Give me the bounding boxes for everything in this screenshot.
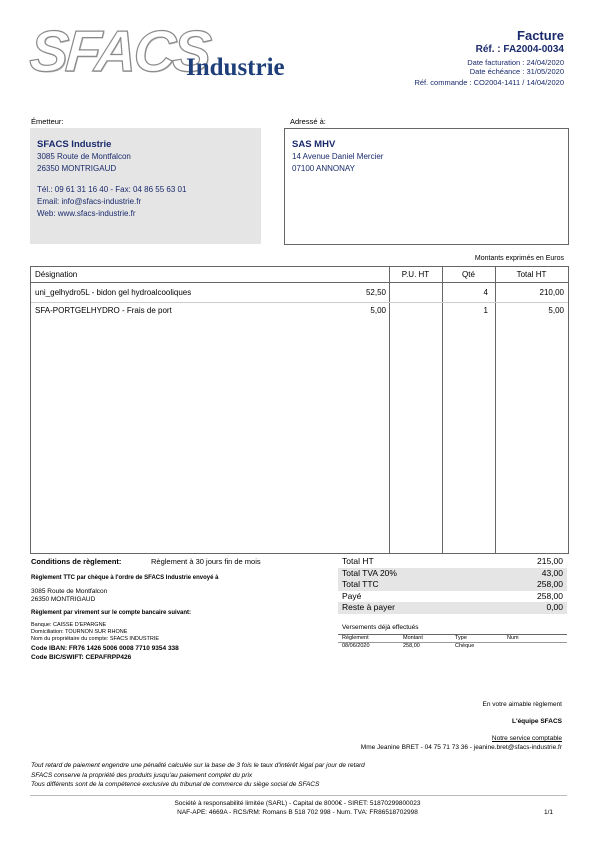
total-ht-label: Total HT [342, 556, 374, 566]
versements-h-montant: Montant [403, 635, 423, 641]
paye-label: Payé [342, 590, 362, 601]
proprietaire: Nom du propriétaire du compte: SFACS INDUSTRIE [31, 636, 160, 642]
date-echeance: Date échéance : 31/05/2020 [469, 67, 564, 76]
paye-row [338, 591, 567, 603]
emetteur-address2: 26350 MONTRIGAUD [37, 164, 117, 173]
destinataire-address1: 14 Avenue Daniel Mercier [292, 152, 384, 161]
logo-sfacs: SFACS [27, 19, 211, 84]
cheque-addr1: 3085 Route de Montfalcon [31, 588, 108, 595]
bic: Code BIC/SWIFT: CEPAFRPP426 [31, 654, 132, 661]
header-designation: Désignation [35, 270, 78, 279]
reste-label: Reste à payer [342, 602, 395, 612]
date-facturation: Date facturation : 24/04/2020 [467, 58, 564, 67]
row2-total: 5,00 [548, 306, 564, 315]
cheque-title: Règlement TTC par chèque à l'ordre de SFACS Industrie envoyé à [31, 575, 219, 581]
total-tva-row [338, 568, 567, 580]
versements-title: Versements déjà effectués [342, 624, 419, 631]
header-qte: Qté [462, 270, 475, 279]
destinataire-name: SAS MHV [292, 139, 336, 150]
emetteur-web: Web: www.sfacs-industrie.fr [37, 209, 136, 218]
logo-industrie: Industrie [186, 54, 285, 81]
destinataire-box [284, 128, 569, 245]
paye-value: 258,00 [537, 590, 563, 601]
legal-line-2: SFACS conserve la propriété des produits jusqu'au paiement complet du prix [31, 771, 253, 779]
header-total: Total HT [516, 270, 547, 279]
row1-designation: uni_gelhydro5L - bidon gel hydroalcooliques [35, 288, 192, 297]
reste-row [338, 602, 567, 614]
footer-line-2: NAF-APE: 4669A - RCS/RM: Romans B 518 702 998 - Num. TVA: FR86518702998 [177, 809, 418, 816]
versement-date: 08/06/2020 [342, 643, 370, 649]
emetteur-label: Émetteur: [31, 117, 64, 126]
row1-pu: 52,50 [365, 288, 386, 297]
domiciliation: Domiciliation: TOURNON SUR RHONE [31, 629, 128, 635]
header-pu: P.U. HT [401, 270, 430, 279]
legal-line-3: Tous différents sont de la compétence exclusive du tribunal de commerce du siège social de SFACS [31, 781, 320, 788]
virement-title: Règlement par virement sur le compte bancaire suivant: [31, 610, 192, 616]
conditions-label: Conditions de règlement: [31, 557, 122, 566]
versements-h-type: Type [455, 635, 467, 641]
iban: Code IBAN: FR76 1426 5006 0008 7710 9354 338 [31, 645, 179, 652]
total-ttc-label: Total TTC [342, 579, 379, 589]
total-tva-label: Total TVA 20% [342, 567, 397, 578]
row2-pu: 5,00 [370, 306, 386, 315]
closing-service: Notre service comptable [491, 735, 562, 742]
total-tva-value: 43,00 [541, 567, 563, 578]
destinataire-address2: 07100 ANNONAY [292, 164, 355, 173]
closing-team: L'équipe SFACS [512, 718, 562, 725]
versements-h-reglement: Règlement [342, 635, 369, 641]
currency-note: Montants exprimés en Euros [474, 255, 564, 262]
emetteur-box [30, 128, 261, 244]
page-number: 1/1 [543, 809, 553, 816]
closing-greeting: En votre aimable règlement [482, 701, 562, 708]
reste-value: 0,00 [546, 602, 563, 612]
emetteur-tel: Tél.: 09 61 31 16 40 - Fax: 04 86 55 63 01 [37, 185, 187, 194]
invoice-ref: Réf. : FA2004-0034 [475, 44, 564, 55]
total-ht-value: 215,00 [537, 556, 563, 566]
row2-designation: SFA-PORTGELHYDRO - Frais de port [35, 306, 172, 315]
versement-type: Chèque [455, 643, 475, 649]
row1-qte: 4 [483, 288, 488, 297]
row1-total: 210,00 [539, 288, 564, 297]
versement-montant: 258,00 [403, 643, 420, 649]
footer-line-1: Société à responsabilité limitée (SARL) - Capital de 8000€ - SIRET: 51870299800023 [174, 800, 421, 807]
versements-h-num: Num [507, 635, 519, 641]
total-ttc-value: 258,00 [537, 579, 563, 589]
total-ht-row [338, 556, 567, 568]
emetteur-email: Email: info@sfacs-industrie.fr [37, 197, 142, 206]
emetteur-name: SFACS Industrie [37, 139, 112, 150]
destinataire-label: Adressé à: [290, 117, 326, 126]
legal-line-1: Tout retard de paiement engendre une pénalité calculée sur la base de 3 fois le taux d'intérêt légal par jour de retard [31, 762, 365, 769]
banque: Banque: CAISSE D'EPARGNE [31, 622, 107, 628]
emetteur-address1: 3085 Route de Montfalcon [37, 152, 131, 161]
closing-contact: Mme Jeanine BRET - 04 75 71 73 36 - jeanine.bret@sfacs-industrie.fr [360, 744, 562, 751]
total-ttc-row [338, 579, 567, 591]
items-table [30, 266, 569, 554]
cheque-addr2: 26350 MONTRIGAUD [31, 596, 96, 603]
conditions-value: Règlement à 30 jours fin de mois [151, 557, 261, 566]
invoice-title: Facture [517, 28, 564, 43]
ref-commande: Réf. commande : CO2004-1411 / 14/04/2020 [414, 78, 564, 87]
row2-qte: 1 [483, 306, 488, 315]
